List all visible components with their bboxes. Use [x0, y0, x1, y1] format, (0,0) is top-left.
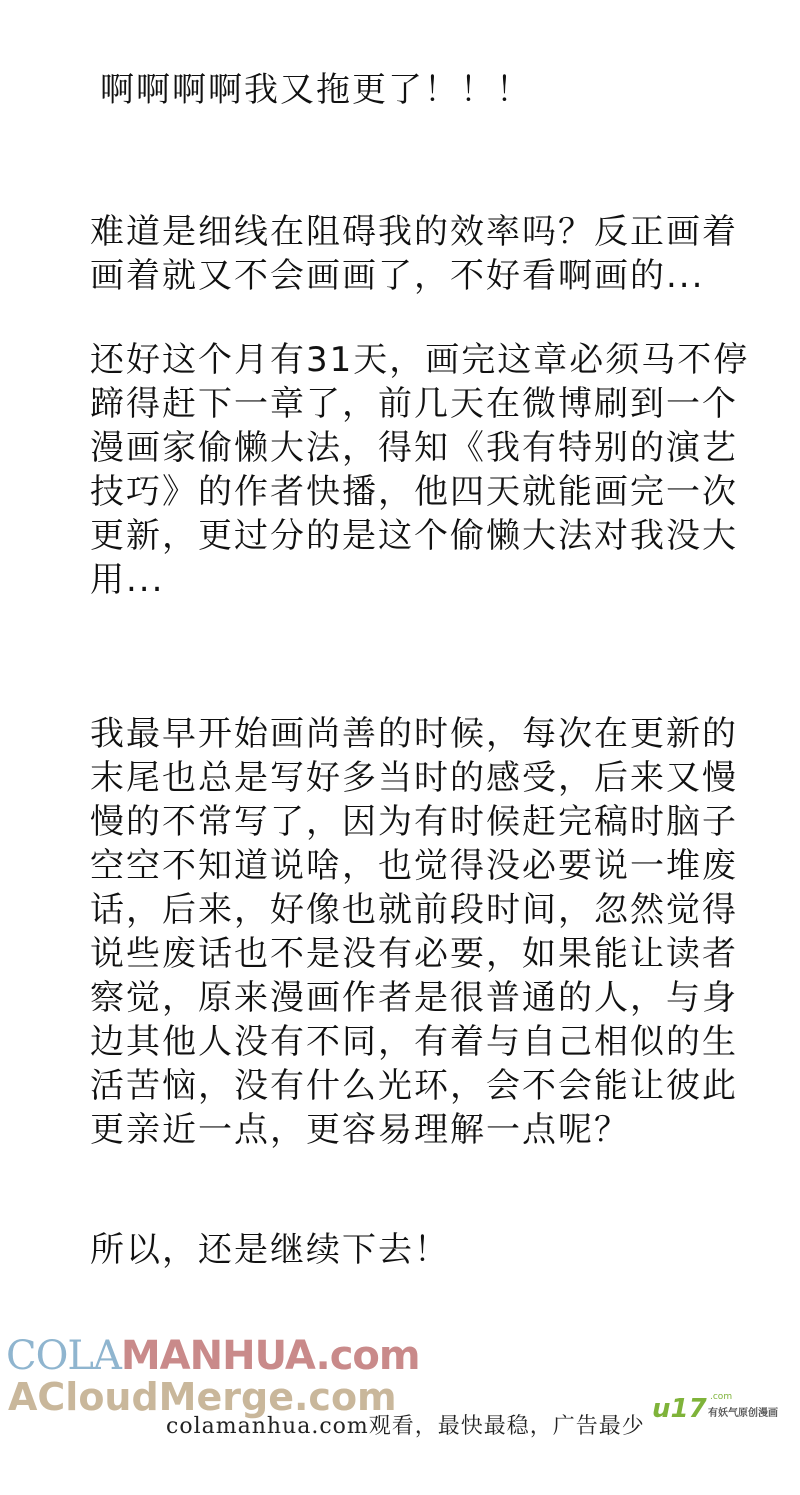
u17-logo: [652, 1394, 794, 1424]
paragraph-3-line-5: 话，后来，好像也就前段时间，忽然觉得: [90, 890, 738, 930]
paragraph-3-line-8: 边其他人没有不同，有着与自己相似的生: [90, 1022, 738, 1062]
afterword-title: 啊啊啊啊我又拖更了！！！: [100, 70, 532, 110]
paragraph-3-line-7: 察觉，原来漫画作者是很普通的人，与身: [90, 978, 738, 1018]
u17-logo-com: .com: [710, 1392, 733, 1402]
colamanhua-watermark: [6, 1332, 420, 1380]
paragraph-2-line-2: 蹄得赶下一章了，前几天在微博刷到一个: [90, 384, 738, 424]
watermark-manhua-text: MANHUA.com: [120, 1333, 420, 1379]
paragraph-3-line-2: 末尾也总是写好多当时的感受，后来又慢: [90, 758, 738, 798]
paragraph-2-line-1: 还好这个月有31天，画完这章必须马不停: [90, 340, 750, 380]
paragraph-3-line-3: 慢的不常写了，因为有时候赶完稿时脑子: [90, 802, 738, 842]
site-footer-note: colamanhua.com观看，最快最稳，广告最少: [166, 1414, 645, 1439]
paragraph-3-line-9: 活苦恼，没有什么光环，会不会能让彼此: [90, 1066, 738, 1106]
paragraph-4-line-1: 所以，还是继续下去！: [90, 1230, 450, 1270]
acloudmerge-watermark: ACloudMerge.com: [8, 1375, 397, 1419]
u17-logo-mark: u17: [652, 1394, 707, 1424]
paragraph-3-line-10: 更亲近一点，更容易理解一点呢？: [90, 1110, 630, 1150]
u17-logo-slogan: 有妖气原创漫画: [708, 1408, 778, 1419]
paragraph-3-line-1: 我最早开始画尚善的时候，每次在更新的: [90, 714, 738, 754]
paragraph-2-line-6: 用...: [90, 560, 165, 600]
paragraph-2-line-3: 漫画家偷懒大法，得知《我有特别的演艺: [90, 428, 738, 468]
paragraph-2-line-4: 技巧》的作者快播，他四天就能画完一次: [90, 472, 738, 512]
paragraph-2-line-5: 更新，更过分的是这个偷懒大法对我没大: [90, 516, 738, 556]
paragraph-3-line-4: 空空不知道说啥，也觉得没必要说一堆废: [90, 846, 738, 886]
paragraph-1-line-2: 画着就又不会画画了，不好看啊画的...: [90, 256, 705, 296]
paragraph-3-line-6: 说些废话也不是没有必要，如果能让读者: [90, 934, 738, 974]
watermark-cola-text: COLA: [6, 1333, 121, 1379]
paragraph-1-line-1: 难道是细线在阻碍我的效率吗？反正画着: [90, 212, 738, 252]
